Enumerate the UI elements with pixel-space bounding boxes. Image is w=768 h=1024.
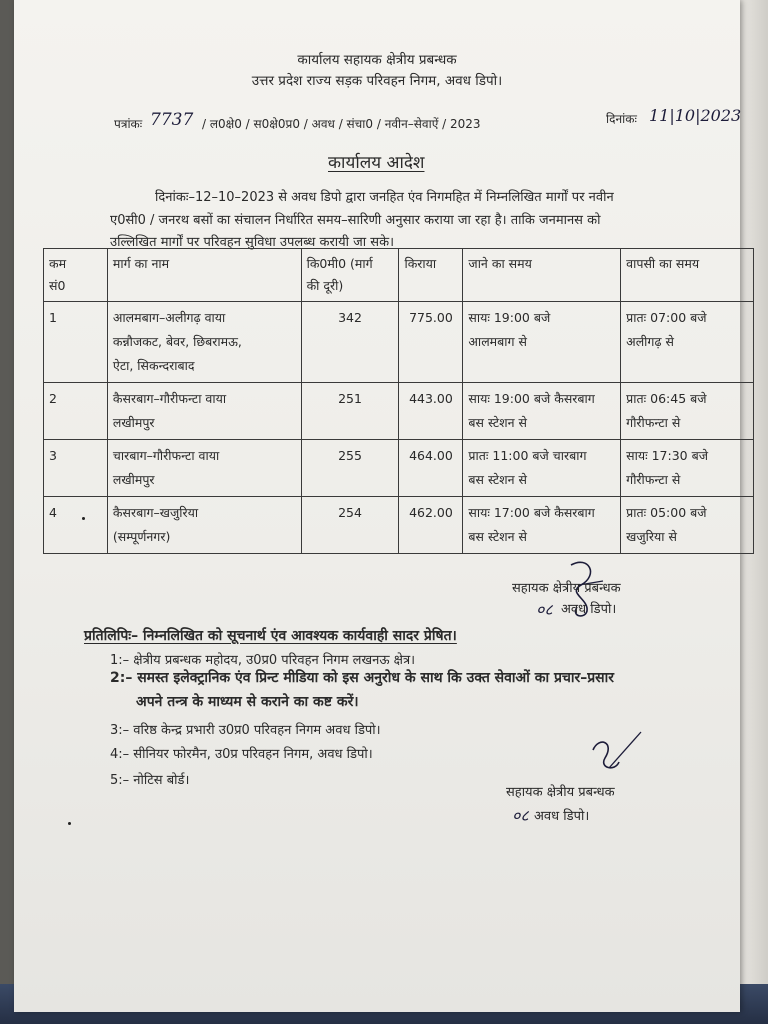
copy-item-5: 5:– नोटिस बोर्ड। xyxy=(110,773,190,788)
intro-line-1: दिनांकः–12–10–2023 से अवध डिपो द्वारा जनहित एंव निगमहित में निम्नलिखित मार्गों पर नवीन xyxy=(155,190,614,205)
departure-line: सायः 17:00 बजे कैसरबाग xyxy=(468,505,595,520)
route-line: लखीमपुर xyxy=(112,472,155,487)
header-sno-line1: कम xyxy=(49,256,67,271)
cell-departure xyxy=(463,440,621,497)
cell-departure xyxy=(463,497,621,554)
cell-departure xyxy=(463,302,621,383)
route-line: (सम्पूर्णनगर) xyxy=(112,529,171,544)
document-page xyxy=(14,0,740,1012)
table-row xyxy=(44,497,754,554)
date-label: दिनांकः xyxy=(606,112,637,126)
return-line: प्रातः 05:00 बजे xyxy=(626,505,707,520)
cell-fare: 464.00 xyxy=(399,440,463,497)
route-line: कन्नौजकट, बेवर, छिबरामऊ, xyxy=(112,334,242,349)
cell-sno: 3 xyxy=(44,440,108,497)
cell-return xyxy=(621,302,754,383)
cell-return xyxy=(621,383,754,440)
reference-prefix: पत्रांकः xyxy=(114,117,143,131)
cell-fare: 462.00 xyxy=(399,497,463,554)
route-line: कैसरबाग–गौरीफन्टा वाया xyxy=(112,391,227,406)
return-line: प्रातः 07:00 बजे xyxy=(626,310,707,325)
copy-item-2: 2:– समस्त इलेक्ट्रानिक एंव प्रिन्ट मीडिया को इस अनुरोध के साथ कि उक्त सेवाओं का प्रचार–प्रसार xyxy=(110,670,614,686)
departure-line: बस स्टेशन से xyxy=(468,529,528,544)
departure-line: बस स्टेशन से xyxy=(468,415,528,430)
cell-fare: 443.00 xyxy=(399,383,463,440)
route-line: आलमबाग–अलीगढ़ वाया xyxy=(112,310,226,325)
signature1-initials-icon: ०८ xyxy=(536,600,553,619)
cell-km: 255 xyxy=(301,440,399,497)
signature2-initials-icon: ०८ xyxy=(512,806,529,825)
signature2-depot: अवध डिपो। xyxy=(534,809,590,824)
copy-item-1: 1:– क्षेत्रीय प्रबन्धक महोदय, उ0प्र0 परिवहन निगम लखनऊ क्षेत्र। xyxy=(110,653,416,668)
table-row xyxy=(44,383,754,440)
return-line: सायः 17:30 बजे xyxy=(626,448,709,463)
cell-sno: 1 xyxy=(44,302,108,383)
header-departure: जाने का समय xyxy=(463,249,621,302)
cell-route xyxy=(107,440,301,497)
return-line: प्रातः 06:45 बजे xyxy=(626,391,707,406)
cell-return xyxy=(621,497,754,554)
date-value: 11|10|2023 xyxy=(649,106,742,125)
routes-table xyxy=(43,248,754,554)
order-title: कार्यालय आदेश xyxy=(328,153,425,173)
header-route-name: मार्ग का नाम xyxy=(107,249,301,302)
departure-line: सायः 19:00 बजे कैसरबाग xyxy=(468,391,595,406)
return-line: गौरीफन्टा से xyxy=(626,472,681,487)
departure-line: आलमबाग से xyxy=(468,334,527,349)
signature-mark-2 xyxy=(579,728,649,788)
reference-path: / ल0क्षे0 / स0क्षे0प्र0 / अवध / संचा0 / नवीन–सेवाऐं / 2023 xyxy=(202,117,481,131)
return-line: गौरीफन्टा से xyxy=(626,415,681,430)
copy-item-3: 3:– वरिष्ठ केन्द्र प्रभारी उ0प्र0 परिवहन निगम अवध डिपो। xyxy=(110,723,381,738)
office-line: कार्यालय सहायक क्षेत्रीय प्रबन्धक xyxy=(297,52,457,68)
signature1-designation: सहायक क्षेत्रीय प्रबन्धक xyxy=(512,581,621,596)
cell-route xyxy=(107,497,301,554)
cell-route xyxy=(107,383,301,440)
header-km-line1: कि0मी0 (मार्ग xyxy=(306,256,373,271)
header-km-line2: की दूरी) xyxy=(306,278,344,293)
route-line: कैसरबाग–खजुरिया xyxy=(112,505,199,520)
cell-sno: 4 xyxy=(44,497,108,554)
table-row xyxy=(44,302,754,383)
cell-fare: 775.00 xyxy=(399,302,463,383)
cell-departure xyxy=(463,383,621,440)
cell-km: 251 xyxy=(301,383,399,440)
reference-number: 7737 xyxy=(150,110,194,130)
copy-item-4: 4:– सीनियर फोरमैन, उ0प्र परिवहन निगम, अवध डिपो। xyxy=(110,747,373,762)
cell-route xyxy=(107,302,301,383)
cell-return xyxy=(621,440,754,497)
org-line: उत्तर प्रदेश राज्य सड़क परिवहन निगम, अवध डिपो। xyxy=(251,73,503,89)
header-km xyxy=(301,249,399,302)
signature2-designation: सहायक क्षेत्रीय प्रबन्धक xyxy=(506,785,615,800)
intro-line-3: उल्लिखित मार्गों पर परिवहन सुविधा उपलब्ध करायी जा सके। xyxy=(110,235,395,250)
cell-km: 342 xyxy=(301,302,399,383)
table-header-row xyxy=(44,249,754,302)
cell-km: 254 xyxy=(301,497,399,554)
header-return: वापसी का समय xyxy=(621,249,754,302)
intro-line-2: ए0सी0 / जनरथ बसों का संचालन निर्धारित समय–सारिणी अनुसार कराया जा रहा है। ताकि जनमानस को xyxy=(110,213,601,228)
ink-dot xyxy=(82,517,85,520)
header-sno xyxy=(44,249,108,302)
return-line: खजुरिया से xyxy=(626,529,677,544)
departure-line: सायः 19:00 बजे xyxy=(468,310,551,325)
signature1-depot: अवध डिपो। xyxy=(561,602,617,617)
copy-to-heading: प्रतिलिपिः– निम्नलिखित को सूचनार्थ एंव आवश्यक कार्यवाही सादर प्रेषित। xyxy=(84,628,457,644)
route-line: लखीमपुर xyxy=(112,415,155,430)
departure-line: प्रातः 11:00 बजे चारबाग xyxy=(468,448,587,463)
return-line: अलीगढ़ से xyxy=(626,334,674,349)
table-row xyxy=(44,440,754,497)
header-sno-line2: सं0 xyxy=(49,278,66,293)
cell-sno: 2 xyxy=(44,383,108,440)
route-line: चारबाग–गौरीफन्टा वाया xyxy=(112,448,220,463)
copy-item-2-cont: अपने तन्त्र के माध्यम से कराने का कष्ट करें। xyxy=(136,694,359,710)
header-fare: किराया xyxy=(399,249,463,302)
route-line: ऐटा, सिकन्दराबाद xyxy=(112,358,195,373)
departure-line: बस स्टेशन से xyxy=(468,472,528,487)
ink-dot xyxy=(68,822,71,825)
